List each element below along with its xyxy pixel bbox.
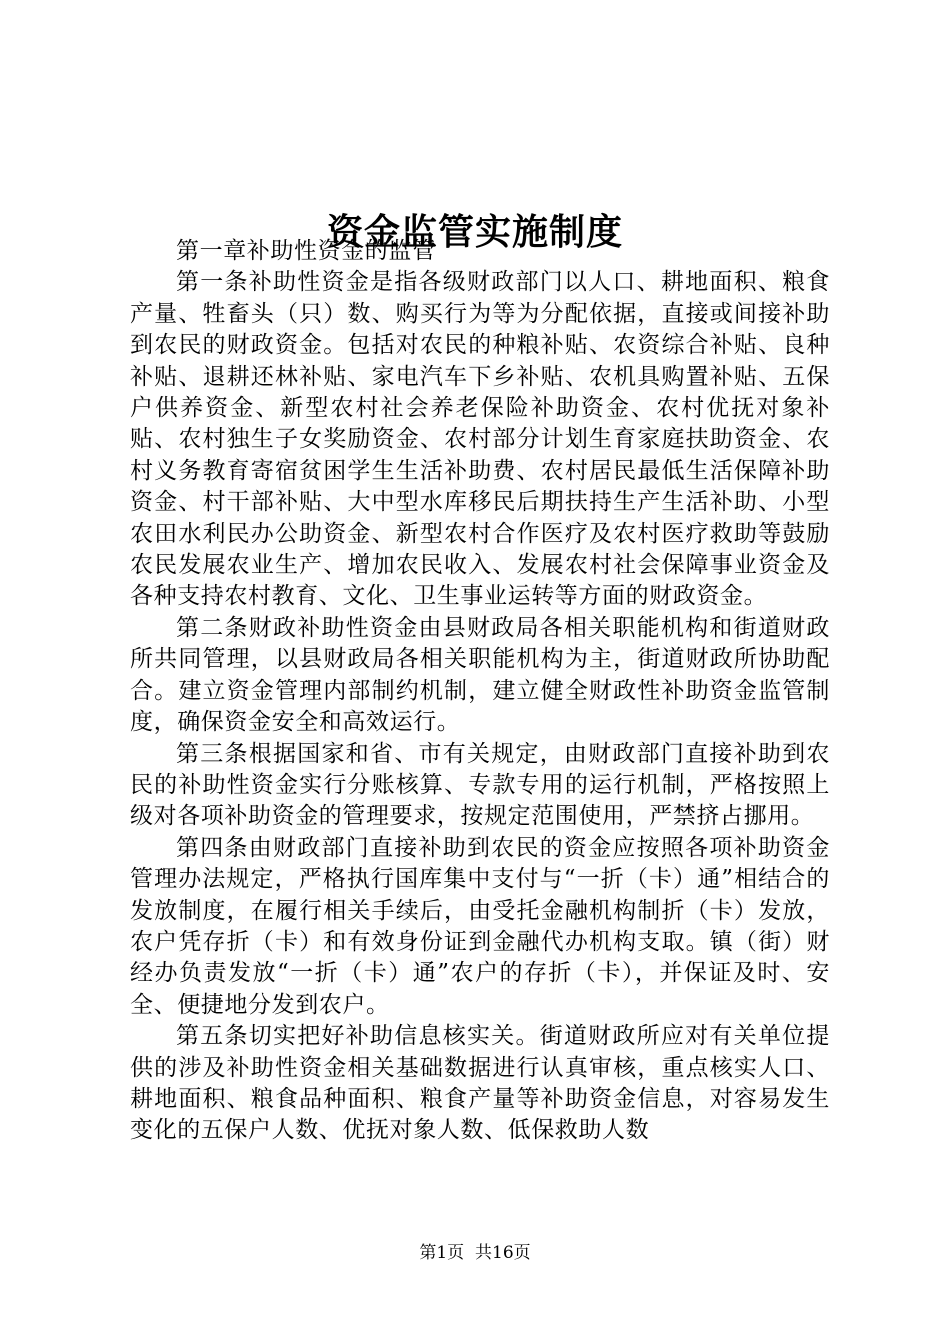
article-5-paragraph: 第五条切实把好补助信息核实关。街道财政所应对有关单位提供的涉及补助性资金相关基础数据进行认真审核，重点核实人口、耕地面积、粮食品种面积、粮食产量等补助资金信息，对容易发生变化的五保户人数、优抚对象人数、低保救助人数 [130,1023,830,1144]
article-1-paragraph: 第一条补助性资金是指各级财政部门以人口、耕地面积、粮食产量、牲畜头（只）数、购买行为等为分配依据，直接或间接补助到农民的财政资金。包括对农民的种粮补贴、农资综合补贴、良种补贴、退耕还林补贴、家电汽车下乡补贴、农机具购置补贴、五保户供养资金、新型农村社会养老保险补助资金、农村优抚对象补贴、农村独生子女奖励资金、农村部分计划生育家庭扶助资金、农村义务教育寄宿贫困学生生活补助费、农村居民最低生活保障补助资金、村干部补贴、大中型水库移民后期扶持生产生活补助、小型农田水利民办公助资金、新型农村合作医疗及农村医疗救助等鼓励农民发展农业生产、增加农民收入、发展农村社会保障事业资金及各种支持农村教育、文化、卫生事业运转等方面的财政资金。 [130,269,830,610]
article-2-paragraph: 第二条财政补助性资金由县财政局各相关职能机构和街道财政所共同管理，以县财政局各相关职能机构为主，街道财政所协助配合。建立资金管理内部制约机制，建立健全财政性补助资金监管制度，确保资金安全和高效运行。 [130,614,830,736]
document-title: 资金监管实施制度 [326,211,623,254]
article-3-paragraph: 第三条根据国家和省、市有关规定，由财政部门直接补助到农民的补助性资金实行分账核算、专款专用的运行机制，严格按照上级对各项补助资金的管理要求，按规定范围使用，严禁挤占挪用。 [130,740,830,830]
chapter-heading: 第一章补助性资金的监管 [176,238,436,264]
document-body [130,236,830,1147]
page-number: 第1页 [419,1243,465,1263]
page-footer [0,1241,950,1265]
total-pages: 共16页 [475,1243,531,1263]
footer-spacer [464,1243,475,1263]
article-4-paragraph: 第四条由财政部门直接补助到农民的资金应按照各项补助资金管理办法规定，严格执行国库集中支付与“一折（卡）通”相结合的发放制度，在履行相关手续后，由受托金融机构制折（卡）发放，农户凭存折（卡）和有效身份证到金融代办机构支取。镇（街）财经办负责发放“一折（卡）通”农户的存折（卡），并保证及时、安全、便捷地分发到农户。 [130,834,830,1018]
